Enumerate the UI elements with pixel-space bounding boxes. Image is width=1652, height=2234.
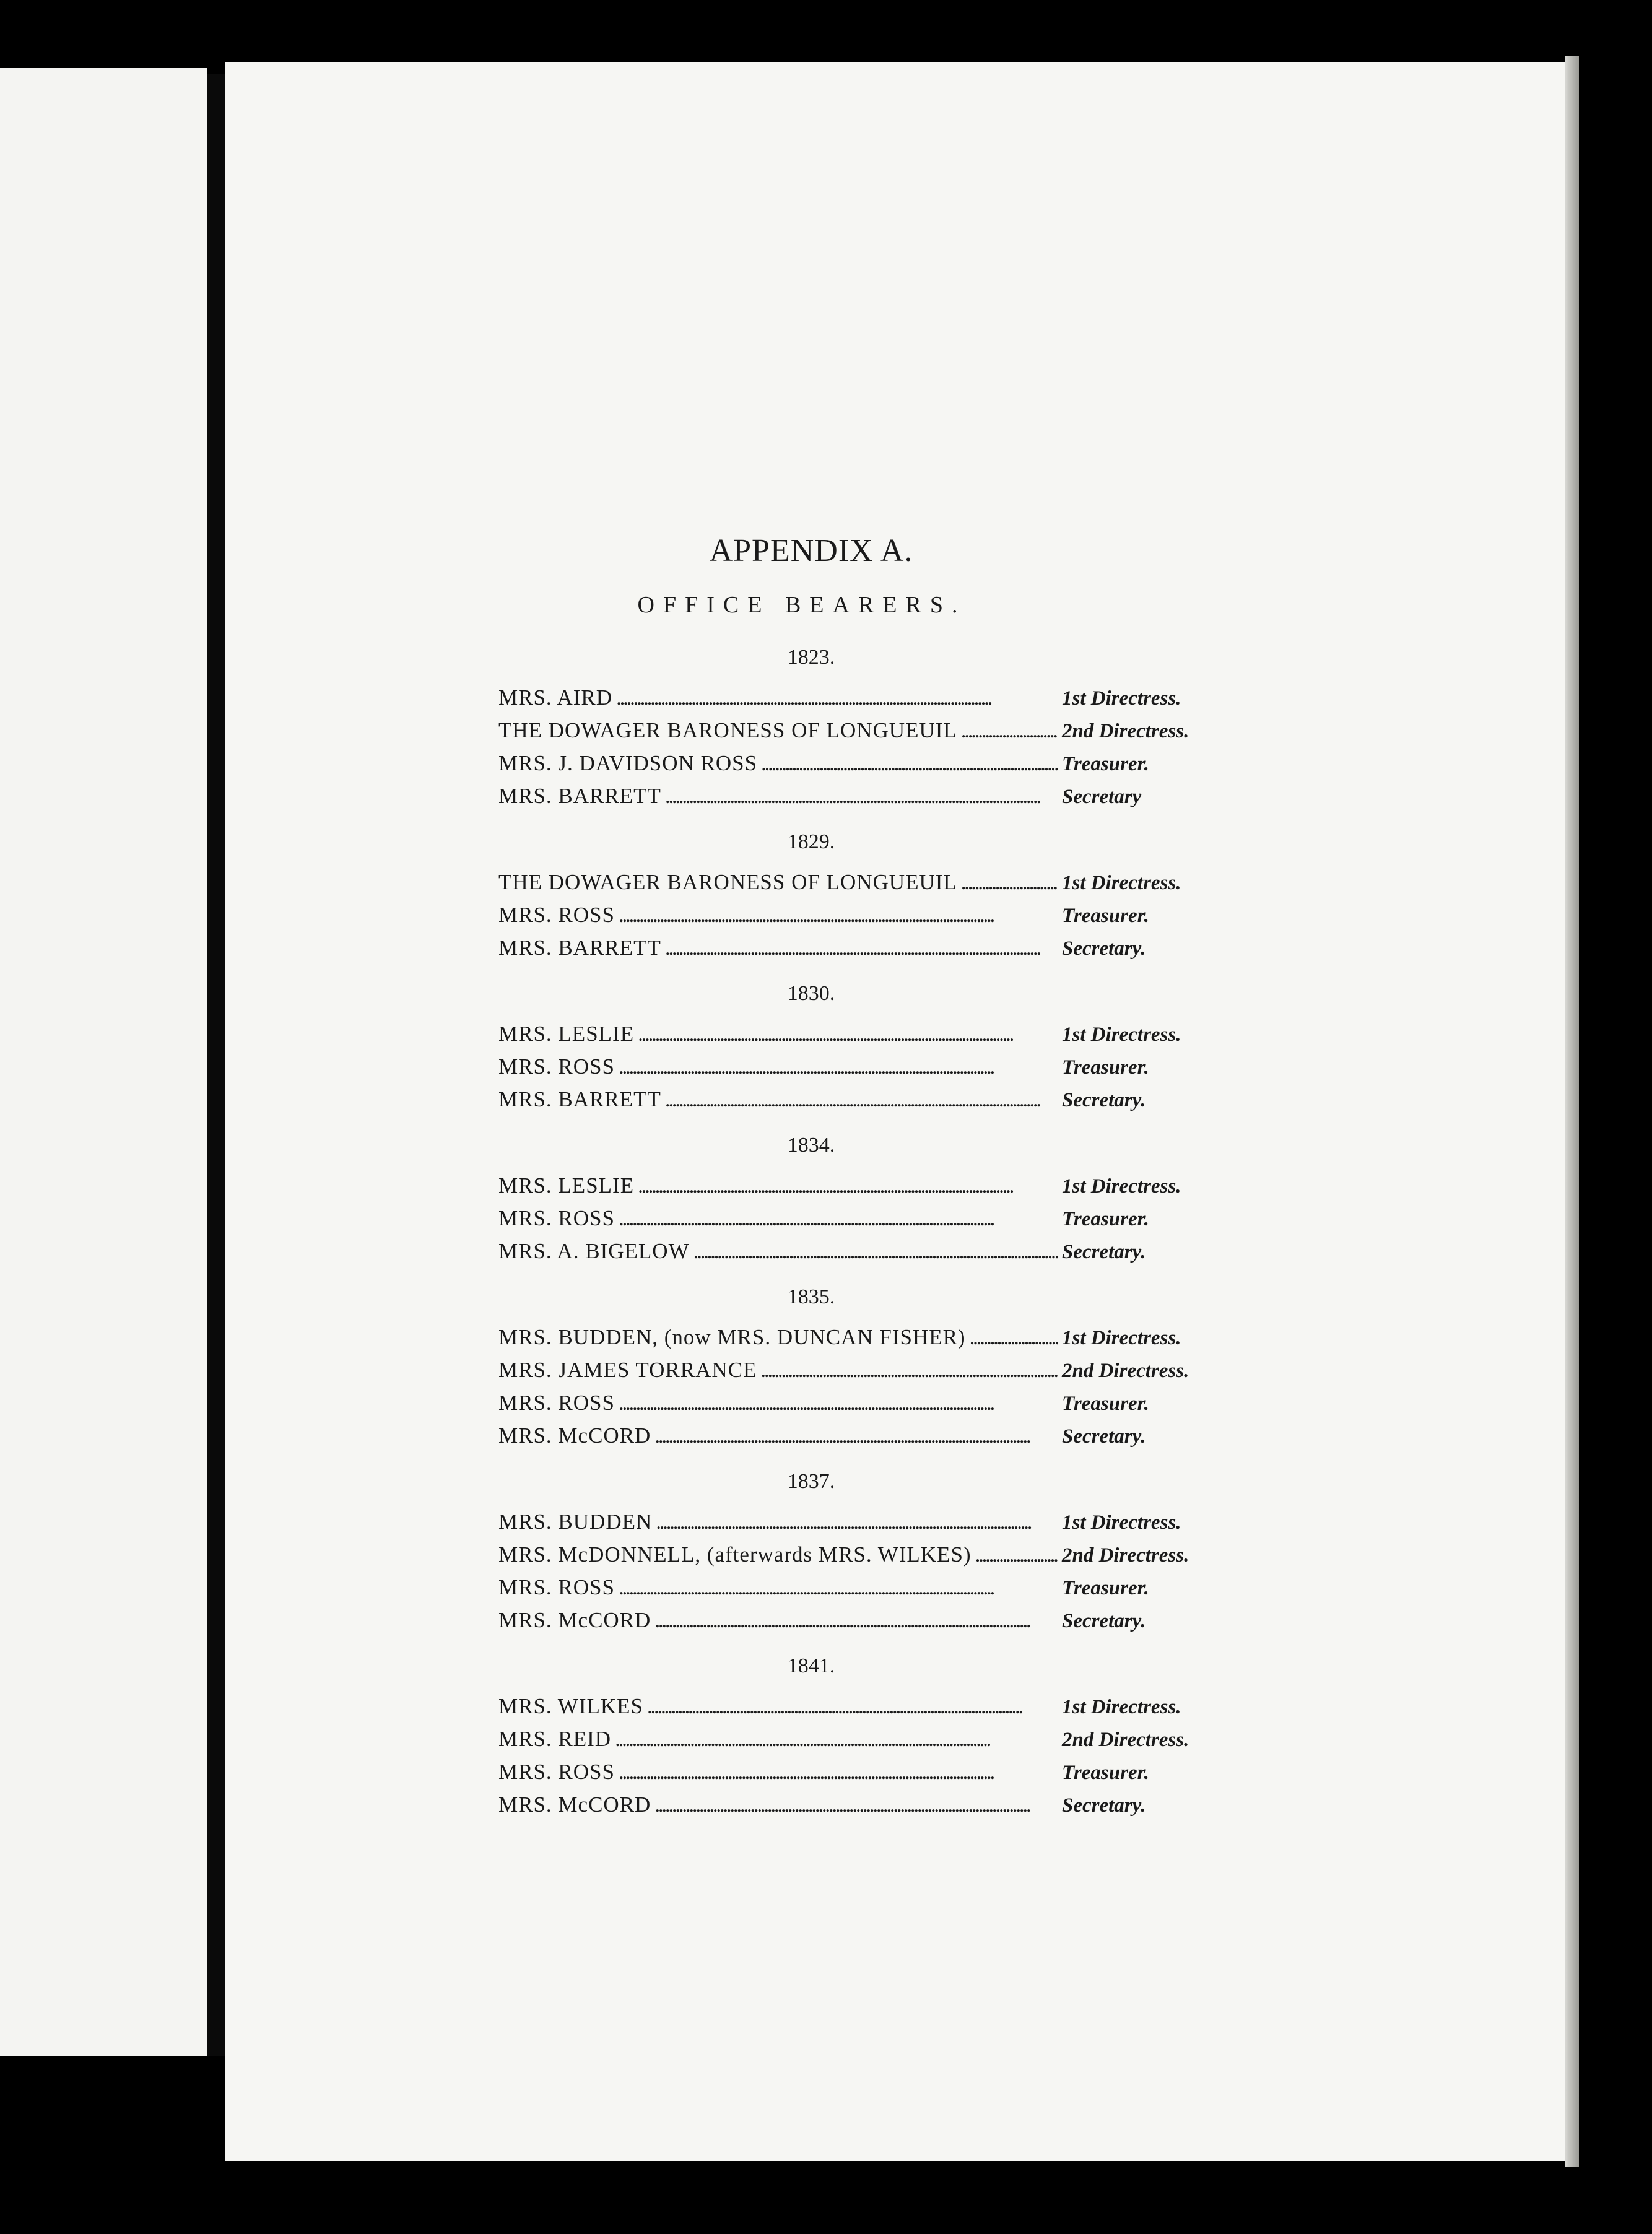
bearer-office: 1st Directress. bbox=[1062, 1024, 1181, 1046]
year-block bbox=[272, 1134, 1313, 1272]
dot-leader bbox=[760, 1358, 1058, 1383]
bearer-office: Treasurer. bbox=[1062, 1762, 1149, 1784]
office-bearer-row bbox=[498, 1358, 1241, 1391]
office-bearer-row bbox=[498, 685, 1241, 718]
dot-leader bbox=[654, 1423, 1058, 1448]
dot-leader bbox=[616, 685, 1058, 710]
year-heading: 1835. bbox=[787, 1285, 835, 1308]
dot-leader bbox=[654, 1793, 1058, 1817]
office-bearers-list bbox=[272, 646, 1313, 1825]
dot-leader bbox=[647, 1694, 1058, 1719]
bearer-office: 1st Directress. bbox=[1062, 1696, 1181, 1718]
year-heading: 1830. bbox=[787, 982, 835, 1005]
year-block bbox=[272, 1654, 1313, 1825]
office-bearer-row bbox=[498, 1793, 1241, 1825]
bearer-name: MRS. BARRETT bbox=[498, 1087, 661, 1111]
bearer-office: Treasurer. bbox=[1062, 1393, 1149, 1415]
office-bearer-row bbox=[498, 1423, 1241, 1456]
dot-leader bbox=[961, 870, 1058, 895]
year-heading: 1823. bbox=[787, 646, 835, 669]
bearer-name: MRS. WILKES bbox=[498, 1694, 643, 1718]
bearer-name: MRS. ROSS bbox=[498, 1391, 615, 1415]
bearer-office: 1st Directress. bbox=[1062, 1327, 1181, 1349]
office-bearer-row bbox=[498, 1510, 1241, 1542]
dot-leader bbox=[975, 1542, 1058, 1567]
bearer-office: 1st Directress. bbox=[1062, 687, 1181, 710]
dot-leader bbox=[619, 1054, 1058, 1079]
year-heading: 1834. bbox=[787, 1134, 835, 1157]
dot-leader bbox=[665, 1087, 1058, 1112]
office-bearer-row bbox=[498, 1542, 1241, 1575]
dot-leader bbox=[665, 936, 1058, 960]
office-bearer-row bbox=[498, 1325, 1241, 1358]
bearer-name: MRS. ROSS bbox=[498, 1760, 615, 1784]
bearer-name: MRS. A. BIGELOW bbox=[498, 1239, 690, 1263]
dot-leader bbox=[693, 1239, 1058, 1264]
year-heading: 1841. bbox=[787, 1654, 835, 1677]
year-block bbox=[272, 830, 1313, 968]
year-heading: 1837. bbox=[787, 1470, 835, 1493]
bearer-name: MRS. AIRD bbox=[498, 685, 613, 710]
bearer-office: 2nd Directress. bbox=[1062, 1729, 1189, 1751]
bearer-name: MRS. McCORD bbox=[498, 1608, 651, 1632]
bearer-name: MRS. BUDDEN, (now MRS. DUNCAN FISHER) bbox=[498, 1325, 966, 1349]
dot-leader bbox=[619, 1206, 1058, 1231]
dot-leader bbox=[761, 751, 1058, 776]
bearer-name: MRS. McDONNELL, (afterwards MRS. WILKES) bbox=[498, 1542, 972, 1567]
bearer-office: Secretary. bbox=[1062, 1794, 1146, 1817]
bearer-name: THE DOWAGER BARONESS OF LONGUEUIL bbox=[498, 870, 957, 894]
bearer-office: Secretary bbox=[1062, 786, 1142, 808]
bearer-office: 1st Directress. bbox=[1062, 872, 1181, 894]
dot-leader bbox=[638, 1173, 1058, 1198]
bearer-office: 1st Directress. bbox=[1062, 1511, 1181, 1534]
bearer-name: MRS. REID bbox=[498, 1727, 612, 1751]
dot-leader bbox=[619, 903, 1058, 928]
bearer-office: Secretary. bbox=[1062, 1610, 1146, 1632]
office-bearer-row bbox=[498, 1054, 1241, 1087]
bearer-office: 2nd Directress. bbox=[1062, 720, 1189, 742]
office-bearer-row bbox=[498, 1760, 1241, 1793]
bearer-name: MRS. BUDDEN bbox=[498, 1510, 653, 1534]
bearer-name: MRS. J. DAVIDSON ROSS bbox=[498, 751, 758, 775]
dot-leader bbox=[656, 1510, 1058, 1534]
bearer-office: Treasurer. bbox=[1062, 1577, 1149, 1599]
office-bearer-row bbox=[498, 936, 1241, 968]
page-edge bbox=[1565, 56, 1579, 2167]
bearer-office: Treasurer. bbox=[1062, 1056, 1149, 1079]
bearer-name: MRS. McCORD bbox=[498, 1423, 651, 1448]
appendix-title: APPENDIX A. bbox=[709, 533, 913, 568]
year-block bbox=[272, 1470, 1313, 1641]
bearer-office: Secretary. bbox=[1062, 1089, 1146, 1111]
dot-leader bbox=[970, 1325, 1058, 1350]
year-block bbox=[272, 1285, 1313, 1456]
bearer-name: MRS. McCORD bbox=[498, 1793, 651, 1817]
bearer-office: Treasurer. bbox=[1062, 1208, 1149, 1230]
dot-leader bbox=[619, 1391, 1058, 1415]
dot-leader bbox=[665, 784, 1058, 809]
bearer-name: MRS. JAMES TORRANCE bbox=[498, 1358, 757, 1382]
office-bearer-row bbox=[498, 784, 1241, 817]
office-bearer-row bbox=[498, 1391, 1241, 1423]
dot-leader bbox=[638, 1022, 1058, 1046]
bearer-office: Treasurer. bbox=[1062, 905, 1149, 927]
bearer-name: MRS. ROSS bbox=[498, 1575, 615, 1599]
bearer-name: MRS. LESLIE bbox=[498, 1173, 635, 1197]
office-bearer-row bbox=[498, 903, 1241, 936]
bearer-name: MRS. ROSS bbox=[498, 903, 615, 927]
bearer-office: 1st Directress. bbox=[1062, 1175, 1181, 1197]
bearer-name: MRS. ROSS bbox=[498, 1054, 615, 1079]
office-bearer-row bbox=[498, 718, 1241, 751]
bearer-office: Secretary. bbox=[1062, 937, 1146, 960]
office-bearer-row bbox=[498, 1608, 1241, 1641]
office-bearer-row bbox=[498, 1239, 1241, 1272]
section-title: OFFICE BEARERS. bbox=[637, 592, 967, 618]
office-bearer-row bbox=[498, 1087, 1241, 1120]
book-gutter bbox=[207, 74, 225, 2056]
office-bearer-row bbox=[498, 1694, 1241, 1727]
left-page bbox=[0, 68, 207, 2056]
dot-leader bbox=[615, 1727, 1058, 1752]
year-heading: 1829. bbox=[787, 830, 835, 853]
bearer-office: 2nd Directress. bbox=[1062, 1360, 1189, 1382]
office-bearer-row bbox=[498, 870, 1241, 903]
dot-leader bbox=[654, 1608, 1058, 1633]
office-bearer-row bbox=[498, 751, 1241, 784]
year-block bbox=[272, 646, 1313, 817]
bearer-name: THE DOWAGER BARONESS OF LONGUEUIL bbox=[498, 718, 957, 742]
bearer-name: MRS. LESLIE bbox=[498, 1022, 635, 1046]
office-bearer-row bbox=[498, 1206, 1241, 1239]
bearer-name: MRS. ROSS bbox=[498, 1206, 615, 1230]
bearer-office: 2nd Directress. bbox=[1062, 1544, 1189, 1567]
office-bearer-row bbox=[498, 1022, 1241, 1054]
office-bearer-row bbox=[498, 1575, 1241, 1608]
office-bearer-row bbox=[498, 1727, 1241, 1760]
bearer-office: Secretary. bbox=[1062, 1241, 1146, 1263]
dot-leader bbox=[619, 1575, 1058, 1600]
year-block bbox=[272, 982, 1313, 1120]
bearer-name: MRS. BARRETT bbox=[498, 936, 661, 960]
office-bearer-row bbox=[498, 1173, 1241, 1206]
bearer-name: MRS. BARRETT bbox=[498, 784, 661, 808]
appendix-content bbox=[272, 532, 1313, 1839]
dot-leader bbox=[961, 718, 1058, 743]
bearer-office: Secretary. bbox=[1062, 1425, 1146, 1448]
dot-leader bbox=[619, 1760, 1058, 1784]
bearer-office: Treasurer. bbox=[1062, 753, 1149, 775]
